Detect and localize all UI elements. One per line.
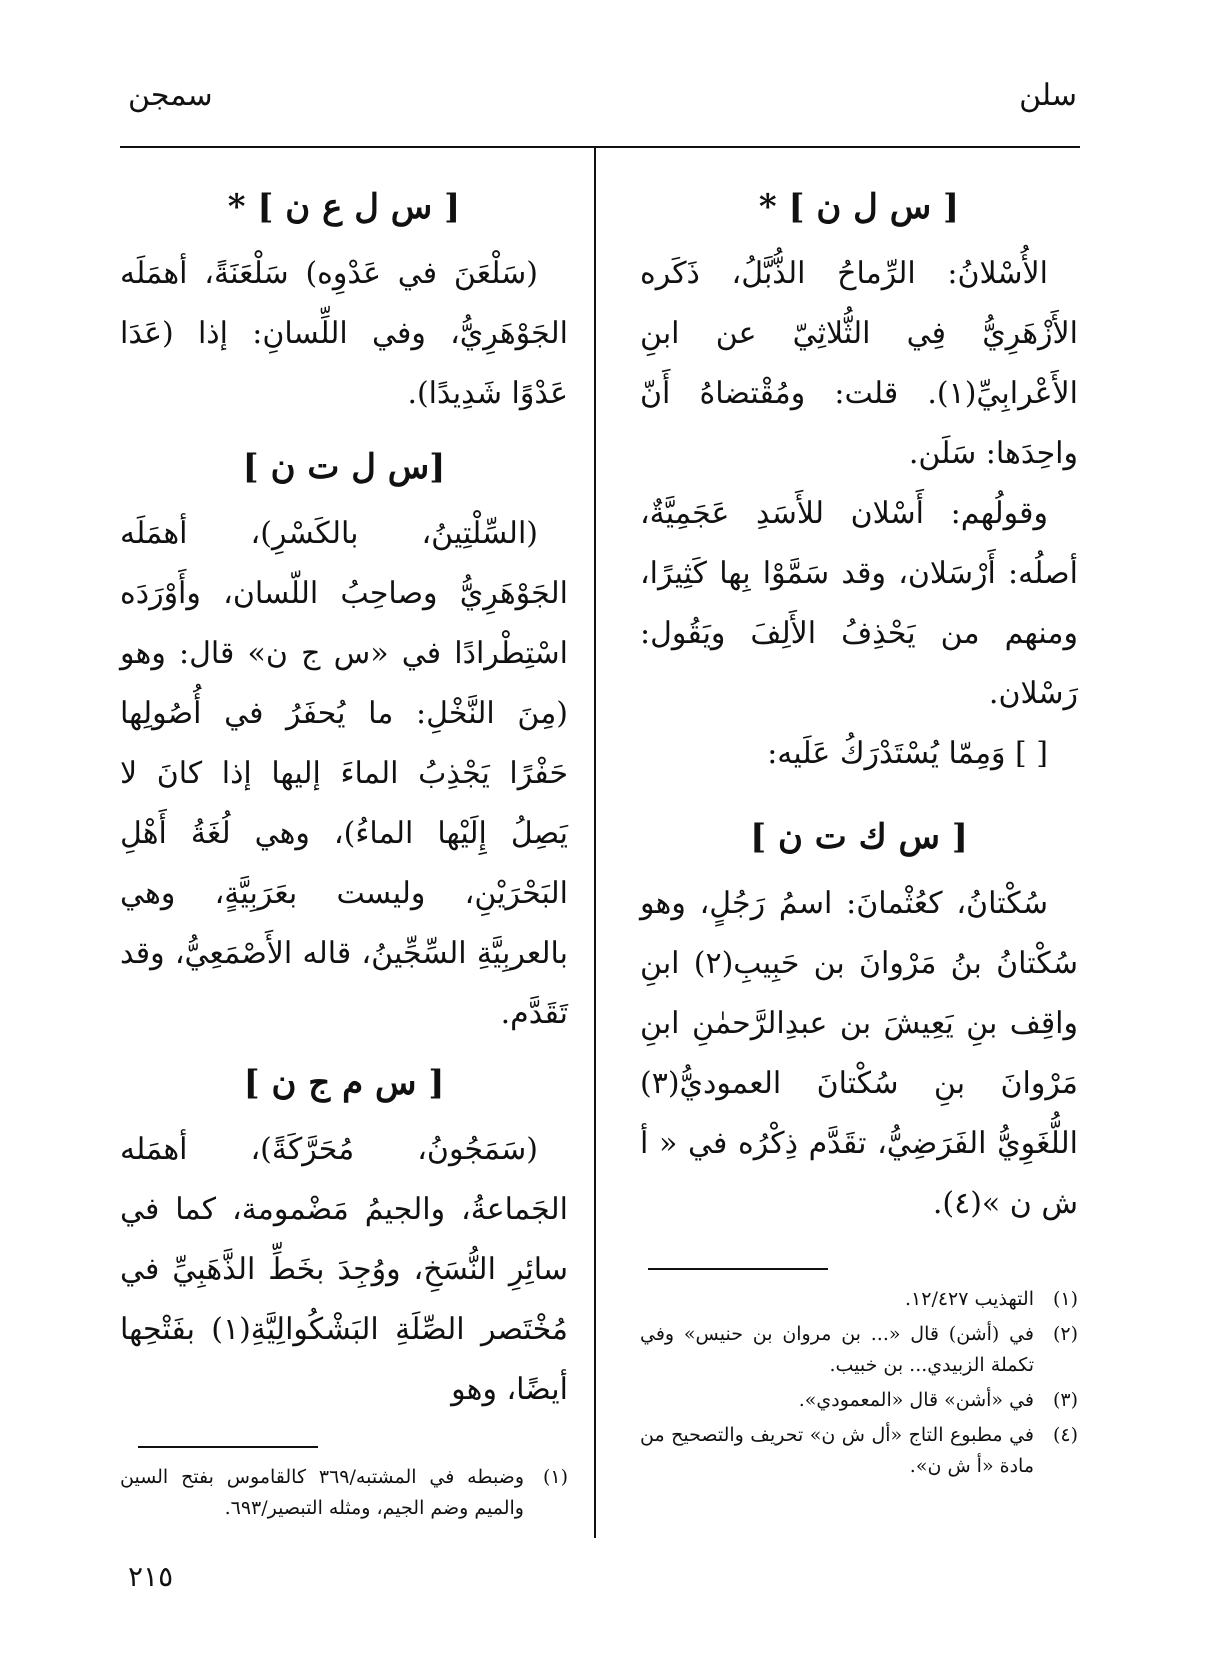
column-divider bbox=[594, 148, 596, 1538]
entry-paragraph: الأُسْلانُ: الرِّماحُ الذُّبَّلُ، ذَكَره الأَزْهَرِيُّ فِي الثُّلاثِيّ عن ابنِ الأَعْرابِيِّ(١). قلت: ومُقْتضاهُ أَنّ واحِدَها: سَلَن. bbox=[640, 256, 1078, 471]
entry-paragraph: سُكْتانُ، كعُثْمانَ: اسمُ رَجُلٍ، وهو سُكْتانُ بنُ مَرْوانَ بن حَبِيبِ(٢) ابنِ واقِف بنِ يَعِيشَ بن عبدِالرَّحمٰنِ ابنِ مَرْوانَ بنِ سُكْتانَ العموديُّ(٣) اللُّغَوِيُّ الفَرَضِيُّ، تقَدَّم ذِكْرُه في « أ ش ن »(٤). bbox=[640, 886, 1078, 1221]
footnote bbox=[640, 1284, 1078, 1315]
footnote-number: (٣) bbox=[1052, 1389, 1078, 1411]
entry-heading: [س ل ت ن ] bbox=[242, 447, 446, 487]
footnote-rule bbox=[648, 1268, 828, 1270]
footnote bbox=[640, 1420, 1078, 1482]
left-column bbox=[120, 170, 568, 1528]
entry-paragraph: (سَلْعَنَ في عَدْوِه) سَلْعَنَةً، أهمَلَه الجَوْهَرِيُّ، وفي اللِّسانِ: إذا (عَدَا عَدْوًا شَدِيدًا). bbox=[120, 256, 568, 411]
footnote-text: وضبطه في المشتبه/٣٦٩ كالقاموس بفتح السين والميم وضم الجيم، ومثله التبصير/٦٩٣. bbox=[120, 1466, 524, 1519]
right-column bbox=[640, 170, 1078, 1486]
entry-heading: [ س ل ن ] * bbox=[758, 187, 960, 227]
page-number: ٢١٥ bbox=[128, 1560, 174, 1593]
footnotes bbox=[120, 1462, 568, 1524]
footnote-number: (١) bbox=[1052, 1288, 1078, 1310]
entry-paragraph: [ ] وَمِمّا يُسْتَدْرَكُ عَلَيه: bbox=[767, 736, 1048, 771]
entry-s-l-a-n bbox=[120, 182, 568, 424]
entry-s-l-t-n bbox=[120, 442, 568, 1044]
footnotes bbox=[640, 1284, 1078, 1482]
footnote-text: في مطبوع التاج «أل ش ن» تحريف والتصحيح من مادة «أ ش ن». bbox=[640, 1424, 1034, 1477]
entry-s-m-j-n bbox=[120, 1058, 568, 1420]
entry-s-l-n bbox=[640, 182, 1078, 784]
footnote-text: في (أشن) قال «... بن مروان بن حنيس» وفي تكملة الزبيدي... بن خبيب. bbox=[640, 1323, 1034, 1376]
footnote bbox=[120, 1462, 568, 1524]
footnote bbox=[640, 1385, 1078, 1416]
footnote-number: (٤) bbox=[1052, 1424, 1078, 1446]
header-rule bbox=[120, 146, 1080, 148]
footnote-number: (٢) bbox=[1052, 1323, 1078, 1345]
entry-heading: [ س ك ت ن ] bbox=[750, 817, 968, 857]
entry-heading: [ س م ج ن ] bbox=[243, 1063, 445, 1103]
entry-heading: [ س ل ع ن ] * bbox=[227, 187, 461, 227]
footnote bbox=[640, 1319, 1078, 1381]
entry-paragraph: (السِّلْتِينُ، بالكَسْرِ)، أهمَلَه الجَوْهَرِيُّ وصاحِبُ اللّسان، وأَوْرَدَه اسْتِطْرادًا في «س ج ن» قال: وهو (مِنَ النَّخْلِ: ما يُحفَرُ في أُصُولِها حَفْرًا يَجْذِبُ الماءَ إليها إذا كانَ لا يَصِلُ إِلَيْها الماءُ)، وهي لُغَةُ أَهْلِ البَحْرَيْنِ، وليست بعَرَبِيَّةٍ، وهي بالعربِيَّةِ السِّجِّينُ، قاله الأَصْمَعِيُّ، وقد تَقَدَّم. bbox=[120, 516, 568, 1031]
running-head-right: سلن bbox=[1019, 78, 1077, 113]
footnote-text: التهذيب ١٢/٤٢٧. bbox=[904, 1288, 1034, 1310]
footnote-text: في «أشن» قال «المعمودي». bbox=[798, 1389, 1034, 1411]
entry-s-k-t-n bbox=[640, 812, 1078, 1234]
footnote-number: (١) bbox=[542, 1466, 568, 1488]
entry-paragraph: وقولُهم: أَسْلان للأَسَدِ عَجَمِيَّةٌ، أصلُه: أَرْسَلان، وقد سَمَّوْا بِها كَثِيرًا، ومنهم من يَحْذِفُ الأَلِفَ ويَقُول: رَسْلان. bbox=[640, 496, 1078, 711]
entry-paragraph: (سَمَجُونُ، مُحَرَّكَةً)، أهمَله الجَماعةُ، والجيمُ مَضْمومة، كما في سائِرِ النُّسَخِ، ووُجِدَ بخَطِّ الذَّهَبِيِّ في مُخْتَصر الصِّلَةِ البَشْكُوالِيَّةِ(١) بفَتْحِها أيضًا، وهو bbox=[120, 1132, 569, 1407]
running-head-left: سمجن bbox=[128, 78, 213, 113]
footnote-rule bbox=[138, 1446, 318, 1448]
